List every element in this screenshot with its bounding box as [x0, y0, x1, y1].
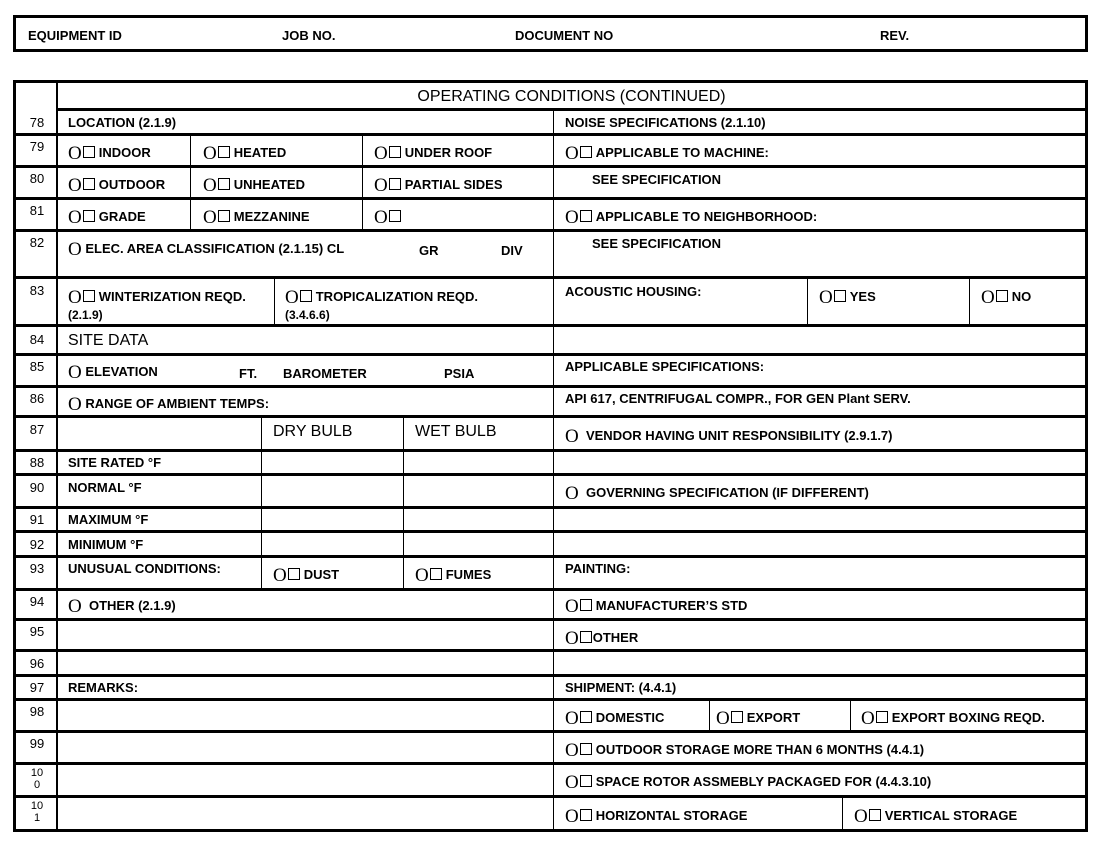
api-specification-text: API 617, CENTRIFUGAL COMPR., FOR GEN Plant SERV. — [565, 391, 911, 406]
option-label: DOMESTIC — [595, 710, 665, 725]
cell-divider — [807, 276, 808, 324]
governing-specification-option[interactable] — [565, 484, 869, 503]
applicable-specifications-label: APPLICABLE SPECIFICATIONS: — [565, 359, 765, 374]
range-ambient-temps-option[interactable] — [68, 395, 269, 414]
option-label: YES — [849, 289, 876, 304]
circle-icon[interactable]: O — [565, 596, 579, 617]
option-label: WINTERIZATION REQD. — [98, 289, 246, 304]
row-divider — [16, 385, 1085, 388]
circle-icon[interactable]: O — [565, 207, 579, 228]
row-divider — [16, 588, 1085, 591]
option-label: MANUFACTURER’S STD — [595, 598, 748, 613]
circle-icon[interactable]: O — [565, 806, 579, 827]
barometer-label: BAROMETER — [283, 366, 367, 381]
line-number: 79 — [29, 139, 45, 154]
option-label: OUTDOOR — [98, 177, 166, 192]
circle-icon[interactable]: O — [861, 708, 875, 729]
cell-divider — [362, 133, 363, 229]
option-label: UNHEATED — [233, 177, 305, 192]
cell-divider — [709, 698, 710, 730]
row-divider — [16, 415, 1085, 418]
export-boxing-option[interactable] — [861, 709, 1045, 728]
option-label: GOVERNING SPECIFICATION (IF DIFFERENT) — [585, 485, 869, 500]
manufacturers-std-option[interactable] — [565, 597, 747, 616]
row-divider — [16, 276, 1085, 279]
option-label: INDOOR — [98, 145, 151, 160]
checkbox-icon[interactable] — [731, 711, 743, 723]
cell-divider — [842, 795, 843, 829]
option-label: TROPICALIZATION REQD. — [315, 289, 478, 304]
unusual-conditions-label: UNUSUAL CONDITIONS: — [68, 561, 221, 576]
line-number-part: 0 — [33, 779, 41, 791]
option-label: GRADE — [98, 209, 146, 224]
document-no-label: DOCUMENT NO — [515, 28, 614, 43]
circle-icon[interactable]: O — [203, 143, 217, 164]
document-header — [13, 15, 1088, 52]
circle-icon[interactable]: O — [374, 143, 388, 164]
checkbox-icon[interactable] — [580, 146, 592, 158]
option-label: OUTDOOR STORAGE MORE THAN 6 MONTHS (4.4.1) — [595, 742, 925, 757]
circle-icon[interactable]: O — [565, 708, 579, 729]
circle-icon[interactable]: O — [68, 207, 82, 228]
option-label: VENDOR HAVING UNIT RESPONSIBILITY (2.9.1.7) — [585, 428, 893, 443]
row-divider — [16, 165, 1085, 168]
div-label: DIV — [501, 243, 523, 258]
option-label: FUMES — [445, 567, 492, 582]
acoustic-housing-label: ACOUSTIC HOUSING: — [565, 284, 702, 299]
circle-icon[interactable]: O — [285, 287, 299, 308]
row-divider — [16, 324, 1085, 327]
checkbox-icon[interactable] — [580, 775, 592, 787]
psia-label: PSIA — [444, 366, 475, 381]
circle-icon[interactable]: O — [565, 426, 579, 447]
domestic-option[interactable] — [565, 709, 664, 728]
circle-icon[interactable]: O — [374, 207, 388, 228]
maximum-label: MAXIMUM °F — [68, 512, 149, 527]
checkbox-icon[interactable] — [876, 711, 888, 723]
circle-icon[interactable]: O — [565, 740, 579, 761]
row-divider — [16, 555, 1085, 558]
site-data-heading: SITE DATA — [68, 332, 149, 349]
row-divider — [16, 674, 1085, 677]
line-number: 82 — [29, 235, 45, 250]
circle-icon[interactable]: O — [854, 806, 868, 827]
winterization-option[interactable] — [68, 288, 246, 321]
row-divider — [16, 698, 1085, 701]
checkbox-icon[interactable] — [389, 178, 401, 190]
line-number: 87 — [29, 422, 45, 437]
option-label: OTHER (2.1.9) — [88, 598, 176, 613]
partial-sides-option[interactable] — [374, 176, 503, 195]
option-label: APPLICABLE TO MACHINE: — [595, 145, 769, 160]
line-number: 86 — [29, 391, 45, 406]
outdoor-option[interactable] — [68, 176, 165, 195]
row-divider — [16, 506, 1085, 509]
row-divider — [16, 649, 1085, 652]
applicable-to-machine-option[interactable] — [565, 144, 769, 163]
line-number: 92 — [29, 537, 45, 552]
option-label: RANGE OF AMBIENT TEMPS: — [85, 396, 270, 411]
circle-icon[interactable]: O — [273, 565, 287, 586]
minimum-label: MINIMUM °F — [68, 537, 144, 552]
noise-specifications-heading: NOISE SPECIFICATIONS (2.1.10) — [565, 115, 766, 130]
option-label: MEZZANINE — [233, 209, 310, 224]
circle-icon[interactable]: O — [68, 239, 82, 260]
operating-conditions-sheet — [13, 80, 1088, 832]
line-number-part: 10 — [30, 800, 44, 812]
checkbox-icon[interactable] — [869, 809, 881, 821]
option-label: NO — [1011, 289, 1032, 304]
checkbox-icon[interactable] — [83, 146, 95, 158]
job-no-label: JOB NO. — [282, 28, 336, 43]
circle-icon[interactable]: O — [68, 143, 82, 164]
line-number: 99 — [29, 736, 45, 751]
elevation-option[interactable] — [68, 363, 158, 382]
checkbox-icon[interactable] — [288, 568, 300, 580]
line-number-part: 1 — [33, 812, 41, 824]
checkbox-icon[interactable] — [430, 568, 442, 580]
option-label: ELEVATION — [85, 364, 158, 379]
checkbox-icon[interactable] — [580, 711, 592, 723]
option-label: HEATED — [233, 145, 287, 160]
mezzanine-option[interactable] — [203, 208, 310, 227]
line-number: 95 — [29, 624, 45, 639]
checkbox-icon[interactable] — [389, 146, 401, 158]
line-number: 94 — [29, 594, 45, 609]
site-rated-label: SITE RATED °F — [68, 455, 162, 470]
rev-label: REV. — [880, 28, 910, 43]
export-option[interactable] — [716, 709, 800, 728]
cell-divider — [274, 276, 275, 324]
line-number: 97 — [29, 680, 45, 695]
indoor-option[interactable] — [68, 144, 151, 163]
circle-icon[interactable]: O — [565, 483, 579, 504]
line-number: 81 — [29, 203, 45, 218]
circle-icon[interactable]: O — [981, 287, 995, 308]
dry-bulb-header: DRY BULB — [273, 423, 353, 440]
blank-location-option[interactable] — [374, 208, 405, 227]
shipment-label: SHIPMENT: (4.4.1) — [565, 680, 677, 695]
circle-icon[interactable]: O — [374, 175, 388, 196]
cell-divider — [969, 276, 970, 324]
circle-icon[interactable]: O — [565, 628, 579, 649]
line-number — [16, 767, 58, 791]
under-roof-option[interactable] — [374, 144, 492, 163]
center-column-divider — [553, 108, 554, 829]
line-number — [16, 800, 58, 824]
tropicalization-option[interactable] — [285, 288, 478, 321]
other-conditions-option[interactable] — [68, 597, 176, 616]
circle-icon[interactable]: O — [415, 565, 429, 586]
option-label: VERTICAL STORAGE — [884, 808, 1018, 823]
acoustic-yes-option[interactable] — [819, 288, 876, 307]
acoustic-no-option[interactable] — [981, 288, 1031, 307]
circle-icon[interactable]: O — [68, 175, 82, 196]
see-specification-text: SEE SPECIFICATION — [592, 172, 722, 187]
cell-divider — [261, 415, 262, 588]
outdoor-storage-option[interactable] — [565, 741, 924, 760]
option-label: APPLICABLE TO NEIGHBORHOOD: — [595, 209, 818, 224]
space-rotor-option[interactable] — [565, 773, 931, 792]
cell-divider — [190, 133, 191, 229]
wet-bulb-header: WET BULB — [415, 423, 497, 440]
location-heading: LOCATION (2.1.9) — [68, 115, 177, 130]
line-number: 83 — [29, 283, 45, 298]
row-divider — [16, 133, 1085, 136]
line-number: 98 — [29, 704, 45, 719]
option-label: UNDER ROOF — [404, 145, 493, 160]
checkbox-icon[interactable] — [83, 290, 95, 302]
painting-other-option[interactable] — [565, 629, 638, 648]
checkbox-icon[interactable] — [580, 210, 592, 222]
unheated-option[interactable] — [203, 176, 305, 195]
row-divider — [16, 730, 1085, 733]
row-divider — [16, 353, 1085, 356]
row-divider — [16, 530, 1085, 533]
option-label: SPACE ROTOR ASSMEBLY PACKAGED FOR (4.4.3.10) — [595, 774, 932, 789]
line-number: 90 — [29, 480, 45, 495]
gr-label: GR — [419, 243, 439, 258]
option-reference: (2.1.9) — [68, 308, 103, 322]
circle-icon[interactable]: O — [68, 596, 82, 617]
circle-icon[interactable]: O — [203, 207, 217, 228]
line-number: 85 — [29, 359, 45, 374]
cell-divider — [850, 698, 851, 730]
line-number-part: 10 — [30, 767, 44, 779]
see-specification-text: SEE SPECIFICATION — [592, 236, 722, 251]
option-label: OTHER — [592, 630, 639, 645]
fumes-option[interactable] — [415, 566, 491, 585]
row-divider — [16, 449, 1085, 452]
line-number: 88 — [29, 455, 45, 470]
circle-icon[interactable]: O — [565, 772, 579, 793]
circle-icon[interactable]: O — [716, 708, 730, 729]
checkbox-icon[interactable] — [580, 599, 592, 611]
checkbox-icon[interactable] — [83, 210, 95, 222]
circle-icon[interactable]: O — [203, 175, 217, 196]
ft-label: FT. — [239, 366, 258, 381]
vendor-responsibility-option[interactable] — [565, 427, 892, 446]
normal-label: NORMAL °F — [68, 480, 142, 495]
row-divider — [16, 197, 1085, 200]
checkbox-icon[interactable] — [83, 178, 95, 190]
checkbox-icon[interactable] — [580, 743, 592, 755]
row-divider — [16, 229, 1085, 232]
option-label: EXPORT — [746, 710, 801, 725]
checkbox-icon[interactable] — [218, 210, 230, 222]
checkbox-icon[interactable] — [218, 146, 230, 158]
circle-icon[interactable]: O — [68, 362, 82, 383]
elec-area-classification[interactable] — [68, 240, 344, 259]
checkbox-icon[interactable] — [580, 631, 592, 643]
line-number: 93 — [29, 561, 45, 576]
line-number: 80 — [29, 171, 45, 186]
horizontal-storage-option[interactable] — [565, 807, 747, 826]
equipment-id-label: EQUIPMENT ID — [28, 28, 122, 43]
option-label: HORIZONTAL STORAGE — [595, 808, 748, 823]
painting-label: PAINTING: — [565, 561, 631, 576]
option-label: EXPORT BOXING REQD. — [891, 710, 1045, 725]
checkbox-icon[interactable] — [389, 210, 401, 222]
grade-option[interactable] — [68, 208, 146, 227]
line-number: 96 — [29, 656, 45, 671]
checkbox-icon[interactable] — [580, 809, 592, 821]
option-label: DUST — [303, 567, 340, 582]
vertical-storage-option[interactable] — [854, 807, 1017, 826]
circle-icon[interactable]: O — [68, 394, 82, 415]
section-title: OPERATING CONDITIONS (CONTINUED) — [417, 88, 726, 105]
row-divider — [16, 473, 1085, 476]
option-label: PARTIAL SIDES — [404, 177, 503, 192]
checkbox-icon[interactable] — [834, 290, 846, 302]
line-number: 91 — [29, 512, 45, 527]
heated-option[interactable] — [203, 144, 286, 163]
row-divider — [16, 795, 1085, 798]
circle-icon[interactable]: O — [565, 143, 579, 164]
checkbox-icon[interactable] — [996, 290, 1008, 302]
line-number: 84 — [29, 332, 45, 347]
cell-divider — [403, 415, 404, 588]
checkbox-icon[interactable] — [300, 290, 312, 302]
option-reference: (3.4.6.6) — [285, 308, 330, 322]
circle-icon[interactable]: O — [68, 287, 82, 308]
dust-option[interactable] — [273, 566, 339, 585]
remarks-label: REMARKS: — [68, 680, 139, 695]
line-number: 78 — [29, 115, 45, 130]
applicable-to-neighborhood-option[interactable] — [565, 208, 817, 227]
option-label: ELEC. AREA CLASSIFICATION (2.1.15) CL — [85, 241, 345, 256]
row-divider — [16, 762, 1085, 765]
checkbox-icon[interactable] — [218, 178, 230, 190]
row-divider — [16, 618, 1085, 621]
row-divider — [58, 108, 1085, 111]
circle-icon[interactable]: O — [819, 287, 833, 308]
